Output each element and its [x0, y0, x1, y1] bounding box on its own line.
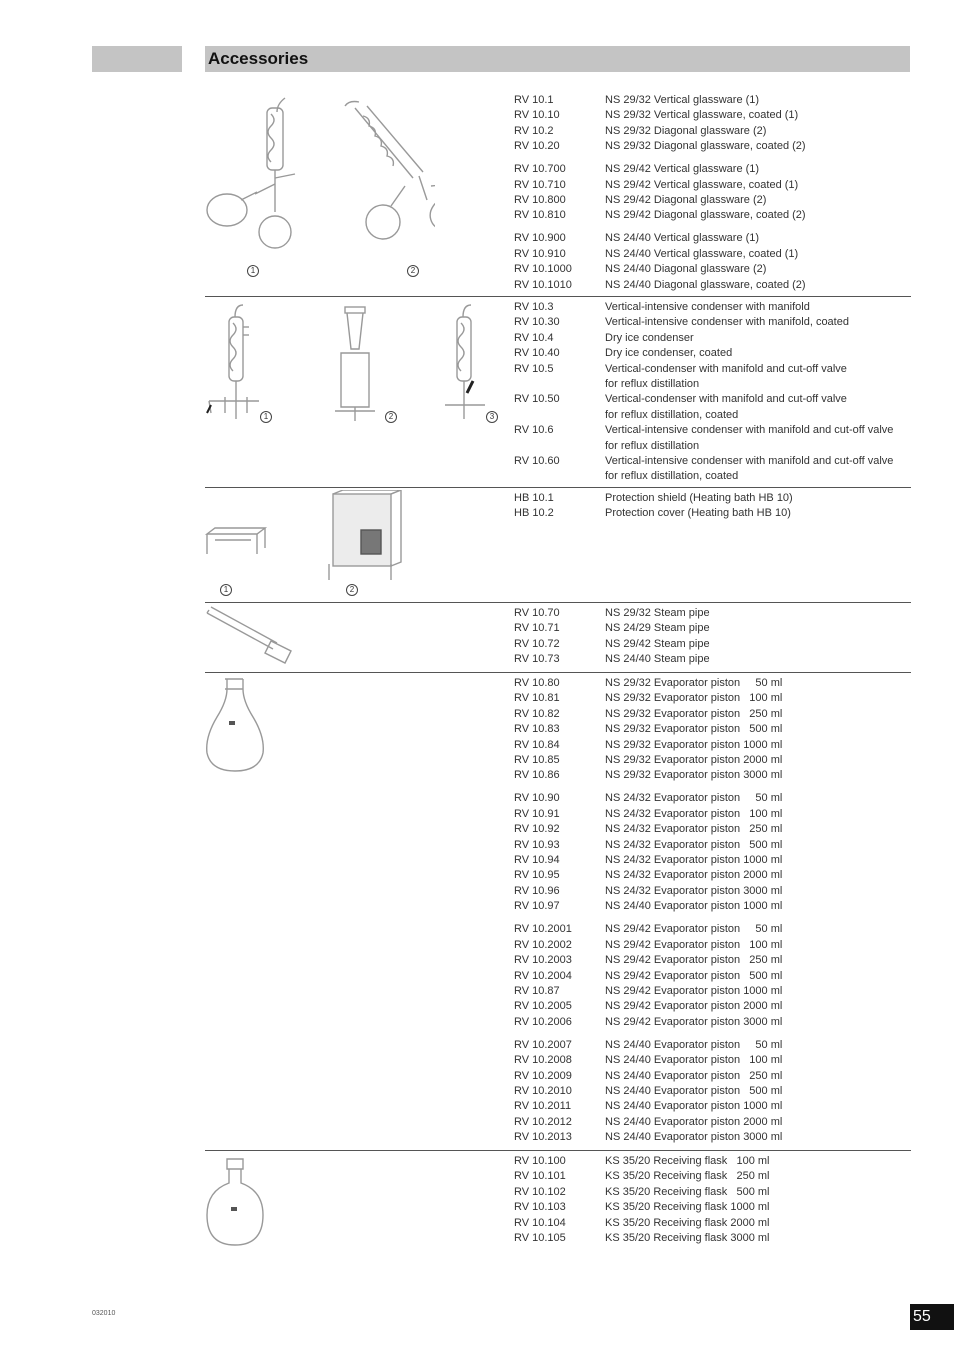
item-desc: Vertical-condenser with manifold and cut-off valve: [605, 393, 847, 406]
item-code: [514, 377, 605, 392]
item-row: [514, 469, 893, 484]
item-row: [514, 652, 710, 667]
page-number: 55: [910, 1304, 954, 1330]
item-code: RV 10.2010: [514, 1084, 572, 1097]
section-receiving-flasks: [205, 1151, 911, 1261]
item-row: [514, 300, 893, 315]
item-row: [514, 162, 806, 177]
item-code: [514, 439, 605, 454]
item-code: RV 10.90: [514, 792, 560, 805]
item-desc: NS 24/40 Evaporator piston 500 ml: [605, 1084, 783, 1097]
item-desc: Vertical-intensive condenser with manifold and cut-off valve: [605, 455, 894, 468]
item-code: RV 10.5: [514, 362, 554, 375]
item-row: [514, 953, 782, 968]
item-list: [514, 93, 806, 301]
item-row: [514, 1015, 782, 1030]
item-code: RV 10.2011: [514, 1100, 572, 1113]
evaporator-flask-illustration: [205, 677, 265, 773]
item-desc: NS 24/40 Steam pipe: [605, 653, 710, 666]
item-code: RV 10.2: [514, 124, 554, 137]
item-row: [514, 1231, 769, 1246]
item-desc: NS 29/32 Evaporator piston 2000 ml: [605, 754, 783, 767]
item-code: RV 10.2005: [514, 1000, 572, 1013]
item-desc: KS 35/20 Receiving flask 100 ml: [605, 1155, 770, 1167]
item-code: RV 10.82: [514, 707, 560, 720]
item-code: RV 10.40: [514, 347, 560, 360]
item-row: [514, 1084, 782, 1099]
item-code: RV 10.800: [514, 194, 566, 207]
item-desc: NS 29/42 Diagonal glassware, coated (2): [605, 209, 806, 222]
item-row: [514, 722, 782, 737]
item-row: [514, 868, 782, 883]
item-desc: NS 24/32 Evaporator piston 2000 ml: [605, 869, 783, 882]
item-desc: NS 29/42 Evaporator piston 100 ml: [605, 938, 783, 951]
item-desc: for reflux distillation, coated: [605, 470, 739, 483]
item-code: RV 10.700: [514, 163, 566, 176]
item-desc: NS 24/40 Evaporator piston 3000 ml: [605, 1131, 783, 1144]
item-row: [514, 606, 710, 621]
item-code: RV 10.2013: [514, 1131, 572, 1144]
item-code: RV 10.96: [514, 884, 560, 897]
item-code: RV 10.2007: [514, 1038, 572, 1051]
glassware-illustration: [205, 94, 435, 264]
item-row: [514, 899, 782, 914]
item-group: [514, 606, 710, 668]
item-row: [514, 262, 806, 277]
item-row: [514, 93, 806, 108]
condensers-illustration: [205, 301, 495, 427]
header-side-block: [92, 46, 182, 72]
item-row: [514, 315, 893, 330]
item-desc: NS 29/42 Evaporator piston 2000 ml: [605, 1000, 783, 1013]
item-code: RV 10.97: [514, 900, 560, 913]
section-protection: [205, 488, 911, 601]
item-desc: NS 24/40 Vertical glassware (1): [605, 232, 760, 245]
item-code: RV 10.105: [514, 1232, 566, 1245]
item-code: RV 10.1010: [514, 278, 572, 291]
item-desc: for reflux distillation, coated: [605, 408, 739, 421]
item-row: [514, 676, 782, 691]
item-desc: NS 29/32 Diagonal glassware, coated (2): [605, 140, 806, 153]
item-code: RV 10.91: [514, 807, 560, 820]
item-code: RV 10.87: [514, 984, 560, 997]
item-row: [514, 707, 782, 722]
protection-illustration: [205, 490, 405, 582]
item-desc: NS 29/42 Evaporator piston 500 ml: [605, 969, 783, 982]
item-row: [514, 1169, 769, 1184]
item-desc: NS 24/32 Evaporator piston 1000 ml: [605, 854, 783, 867]
item-code: RV 10.50: [514, 393, 560, 406]
item-list: [514, 676, 782, 1153]
item-desc: NS 24/40 Vertical glassware, coated (1): [605, 247, 799, 260]
item-row: [514, 637, 710, 652]
item-desc: NS 29/42 Evaporator piston 250 ml: [605, 954, 783, 967]
item-desc: for reflux distillation: [605, 439, 700, 452]
item-row: [514, 1115, 782, 1130]
item-desc: NS 24/40 Diagonal glassware, coated (2): [605, 278, 806, 291]
item-group: [514, 1038, 782, 1146]
item-desc: NS 24/40 Evaporator piston 1000 ml: [605, 1100, 783, 1113]
item-desc: NS 24/32 Evaporator piston 3000 ml: [605, 884, 783, 897]
section-steam-pipe: [205, 603, 911, 671]
item-code: RV 10.2002: [514, 938, 572, 951]
item-desc: Dry ice condenser: [605, 331, 694, 344]
item-code: RV 10.73: [514, 653, 560, 666]
item-row: [514, 999, 782, 1014]
item-row: [514, 208, 806, 223]
item-desc: NS 24/32 Evaporator piston 500 ml: [605, 838, 783, 851]
item-row: [514, 231, 806, 246]
item-code: HB 10.1: [514, 492, 554, 504]
item-list: [514, 491, 793, 529]
item-row: [514, 377, 893, 392]
item-group: [514, 300, 893, 485]
item-row: [514, 423, 893, 438]
item-code: RV 10.95: [514, 869, 560, 882]
page-title: Accessories: [208, 49, 309, 68]
item-desc: NS 29/32 Evaporator piston 100 ml: [605, 692, 783, 705]
item-row: [514, 922, 782, 937]
item-desc: for reflux distillation: [605, 378, 700, 391]
item-code: RV 10.86: [514, 769, 560, 782]
item-row: [514, 1216, 769, 1231]
item-code: RV 10.83: [514, 723, 560, 736]
item-row: [514, 278, 806, 293]
item-group: [514, 676, 782, 784]
item-row: [514, 822, 782, 837]
item-row: [514, 838, 782, 853]
item-group: [514, 491, 793, 522]
item-code: RV 10.2003: [514, 954, 572, 967]
item-row: [514, 439, 893, 454]
item-desc: Vertical-condenser with manifold and cut-off valve: [605, 362, 847, 375]
item-desc: NS 24/32 Evaporator piston 250 ml: [605, 823, 783, 836]
item-code: RV 10.900: [514, 232, 566, 245]
item-desc: NS 29/42 Evaporator piston 3000 ml: [605, 1015, 783, 1028]
item-row: [514, 791, 782, 806]
item-row: [514, 1069, 782, 1084]
item-desc: NS 24/40 Diagonal glassware (2): [605, 263, 767, 276]
item-desc: NS 24/40 Evaporator piston 50 ml: [605, 1038, 783, 1051]
item-code: RV 10.81: [514, 692, 560, 705]
item-desc: NS 29/42 Steam pipe: [605, 637, 710, 650]
callout-1: 1: [220, 584, 232, 596]
item-list: [514, 1154, 769, 1254]
item-row: [514, 1200, 769, 1215]
section-condensers: [205, 297, 911, 486]
item-desc: NS 29/32 Vertical glassware, coated (1): [605, 109, 799, 122]
item-row: [514, 408, 893, 423]
item-desc: Vertical-intensive condenser with manifold: [605, 301, 810, 313]
callout-2: 2: [346, 584, 358, 596]
section-glassware: [205, 90, 911, 295]
item-desc: NS 29/32 Evaporator piston 250 ml: [605, 707, 783, 720]
callout-1: 1: [247, 265, 259, 277]
item-row: [514, 392, 893, 407]
item-row: [514, 1130, 782, 1145]
item-desc: NS 24/40 Evaporator piston 2000 ml: [605, 1115, 783, 1128]
item-list: [514, 300, 893, 492]
item-row: [514, 691, 782, 706]
item-desc: NS 24/40 Evaporator piston 1000 ml: [605, 900, 783, 913]
item-code: RV 10.10: [514, 109, 560, 122]
item-desc: NS 29/42 Vertical glassware (1): [605, 163, 760, 176]
item-row: [514, 247, 806, 262]
item-code: RV 10.72: [514, 637, 560, 650]
section-evaporator-pistons: [205, 673, 911, 1149]
item-row: [514, 1185, 769, 1200]
item-group: [514, 93, 806, 155]
item-desc: NS 24/32 Evaporator piston 100 ml: [605, 807, 783, 820]
item-row: [514, 331, 893, 346]
item-desc: Vertical-intensive condenser with manifold and cut-off valve: [605, 424, 894, 437]
item-desc: KS 35/20 Receiving flask 250 ml: [605, 1170, 770, 1183]
item-desc: NS 29/32 Evaporator piston 1000 ml: [605, 738, 783, 751]
item-desc: NS 29/42 Evaporator piston 50 ml: [605, 923, 783, 936]
item-code: RV 10.71: [514, 622, 560, 635]
item-code: RV 10.103: [514, 1201, 566, 1214]
item-desc: NS 29/32 Steam pipe: [605, 607, 710, 619]
item-group: [514, 1154, 769, 1246]
item-desc: NS 24/32 Evaporator piston 50 ml: [605, 792, 783, 805]
item-desc: NS 29/32 Evaporator piston 50 ml: [605, 677, 783, 689]
item-desc: KS 35/20 Receiving flask 3000 ml: [605, 1232, 770, 1245]
item-code: RV 10.92: [514, 823, 560, 836]
item-desc: NS 29/32 Vertical glassware (1): [605, 94, 760, 106]
item-code: RV 10.100: [514, 1155, 566, 1167]
callout-1: 1: [260, 411, 272, 423]
callout-2: 2: [407, 265, 419, 277]
item-list: [514, 606, 710, 675]
item-code: RV 10.104: [514, 1216, 566, 1229]
item-code: RV 10.910: [514, 247, 566, 260]
item-group: [514, 231, 806, 293]
item-desc: NS 29/42 Diagonal glassware (2): [605, 194, 767, 207]
item-desc: NS 29/32 Evaporator piston 3000 ml: [605, 769, 783, 782]
item-desc: NS 29/32 Evaporator piston 500 ml: [605, 723, 783, 736]
item-code: RV 10.2012: [514, 1115, 572, 1128]
item-code: RV 10.810: [514, 209, 566, 222]
item-desc: Protection cover (Heating bath HB 10): [605, 507, 791, 520]
item-row: [514, 768, 782, 783]
item-row: [514, 362, 893, 377]
item-group: [514, 162, 806, 224]
item-row: [514, 1099, 782, 1114]
item-code: [514, 408, 605, 423]
item-row: [514, 738, 782, 753]
item-row: [514, 346, 893, 361]
item-desc: NS 29/42 Vertical glassware, coated (1): [605, 178, 799, 191]
item-group: [514, 922, 782, 1030]
item-desc: NS 24/29 Steam pipe: [605, 622, 710, 635]
item-code: [514, 469, 605, 484]
item-code: RV 10.2009: [514, 1069, 572, 1082]
document-code: 032010: [92, 1310, 116, 1317]
item-code: RV 10.710: [514, 178, 566, 191]
receiving-flask-illustration: [205, 1157, 265, 1251]
item-desc: Protection shield (Heating bath HB 10): [605, 492, 793, 504]
item-desc: Vertical-intensive condenser with manifold, coated: [605, 316, 849, 329]
item-code: RV 10.20: [514, 140, 560, 153]
item-desc: NS 29/42 Evaporator piston 1000 ml: [605, 984, 783, 997]
item-code: RV 10.2008: [514, 1054, 572, 1067]
item-row: [514, 969, 782, 984]
callout-2: 2: [385, 411, 397, 423]
item-desc: KS 35/20 Receiving flask 1000 ml: [605, 1201, 770, 1214]
item-code: HB 10.2: [514, 507, 554, 520]
item-code: RV 10.6: [514, 424, 554, 437]
item-desc: Dry ice condenser, coated: [605, 347, 733, 360]
item-row: [514, 178, 806, 193]
item-code: RV 10.80: [514, 677, 560, 689]
item-row: [514, 938, 782, 953]
callout-3: 3: [486, 411, 498, 423]
item-code: RV 10.94: [514, 854, 560, 867]
item-code: RV 10.93: [514, 838, 560, 851]
item-code: RV 10.84: [514, 738, 560, 751]
header-bar: [205, 46, 910, 72]
item-row: [514, 491, 793, 506]
item-desc: KS 35/20 Receiving flask 2000 ml: [605, 1216, 770, 1229]
item-row: [514, 753, 782, 768]
item-code: RV 10.2006: [514, 1015, 572, 1028]
item-code: RV 10.102: [514, 1185, 566, 1198]
item-desc: NS 29/32 Diagonal glassware (2): [605, 124, 767, 137]
steam-pipe-illustration: [205, 605, 305, 669]
item-row: [514, 884, 782, 899]
item-code: RV 10.3: [514, 301, 554, 313]
item-row: [514, 139, 806, 154]
item-code: RV 10.2004: [514, 969, 572, 982]
item-code: RV 10.1: [514, 94, 554, 106]
item-row: [514, 108, 806, 123]
item-code: RV 10.4: [514, 331, 554, 344]
item-row: [514, 1154, 769, 1169]
item-row: [514, 1053, 782, 1068]
item-row: [514, 454, 893, 469]
item-desc: KS 35/20 Receiving flask 500 ml: [605, 1185, 770, 1198]
item-row: [514, 506, 793, 521]
item-group: [514, 791, 782, 914]
item-code: RV 10.70: [514, 607, 560, 619]
item-row: [514, 1038, 782, 1053]
item-row: [514, 621, 710, 636]
item-code: RV 10.85: [514, 754, 560, 767]
item-code: RV 10.30: [514, 316, 560, 329]
item-row: [514, 984, 782, 999]
item-code: RV 10.1000: [514, 263, 572, 276]
item-row: [514, 807, 782, 822]
item-code: RV 10.2001: [514, 923, 572, 936]
item-desc: NS 24/40 Evaporator piston 250 ml: [605, 1069, 783, 1082]
item-code: RV 10.101: [514, 1170, 566, 1183]
item-code: RV 10.60: [514, 455, 560, 468]
item-row: [514, 853, 782, 868]
item-desc: NS 24/40 Evaporator piston 100 ml: [605, 1054, 783, 1067]
item-row: [514, 193, 806, 208]
item-row: [514, 124, 806, 139]
